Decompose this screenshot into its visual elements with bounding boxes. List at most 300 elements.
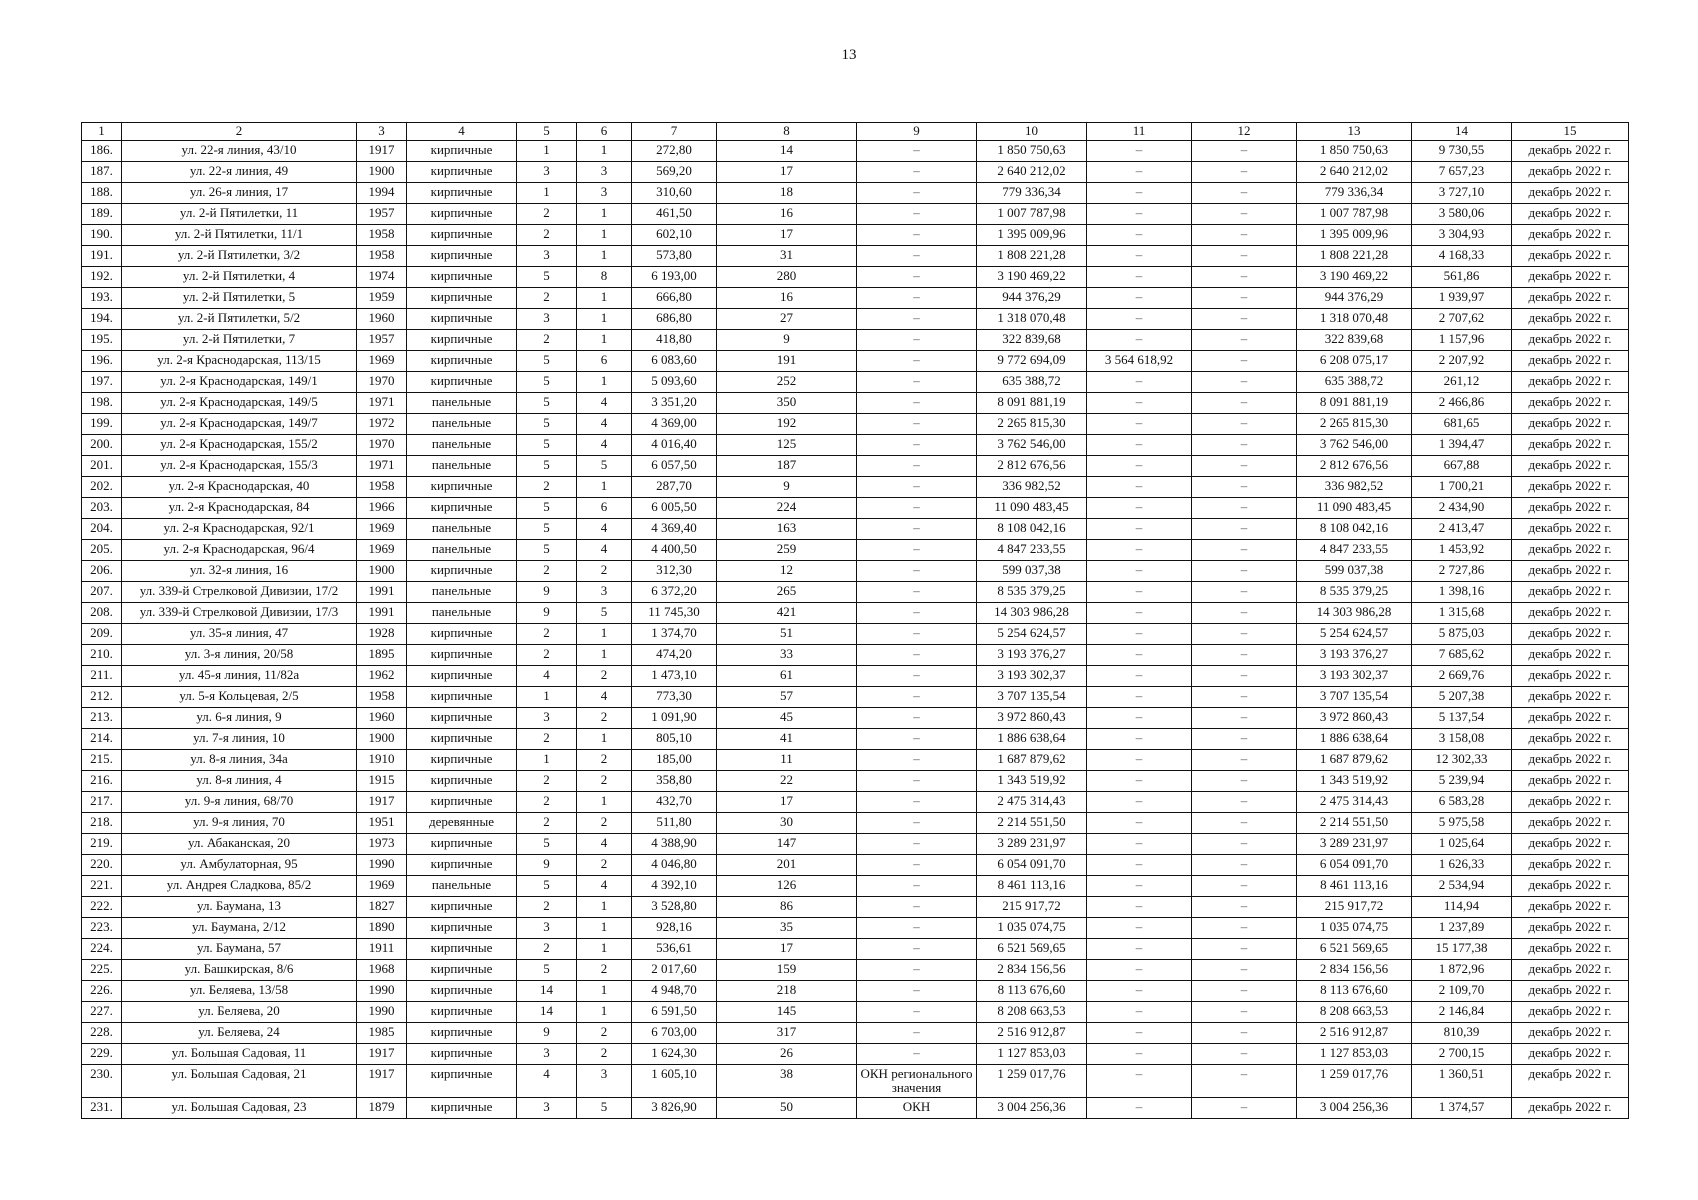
cell-cost-col-12: – — [1192, 750, 1297, 771]
cell-cost-col-13: 1 259 017,76 — [1297, 1065, 1412, 1098]
cell-cost-per-unit: 4 168,33 — [1412, 246, 1512, 267]
cell-cost-col-11: – — [1087, 204, 1192, 225]
cell-cost-col-13: 8 113 676,60 — [1297, 981, 1412, 1002]
cell-wall-material: кирпичные — [407, 288, 517, 309]
cell-build-year: 1973 — [357, 834, 407, 855]
cell-cost-total: 3 193 376,27 — [977, 645, 1087, 666]
cell-status: – — [857, 771, 977, 792]
cell-build-year: 1985 — [357, 1023, 407, 1044]
cell-entrances: 2 — [577, 561, 632, 582]
cell-deadline: декабрь 2022 г. — [1512, 750, 1629, 771]
column-header-15: 15 — [1512, 123, 1629, 141]
cell-address: ул. 2-й Пятилетки, 3/2 — [122, 246, 357, 267]
cell-deadline: декабрь 2022 г. — [1512, 813, 1629, 834]
cell-wall-material: кирпичные — [407, 183, 517, 204]
cell-cost-col-13: 1 395 009,96 — [1297, 225, 1412, 246]
cell-build-year: 1969 — [357, 540, 407, 561]
cell-wall-material: кирпичные — [407, 792, 517, 813]
cell-entrances: 2 — [577, 813, 632, 834]
cell-entrances: 4 — [577, 414, 632, 435]
cell-residents: 17 — [717, 939, 857, 960]
cell-residents: 45 — [717, 708, 857, 729]
cell-status: – — [857, 393, 977, 414]
cell-build-year: 1970 — [357, 435, 407, 456]
cell-residents: 9 — [717, 330, 857, 351]
cell-floors: 2 — [517, 792, 577, 813]
cell-floors: 3 — [517, 162, 577, 183]
cell-address: ул. 32-я линия, 16 — [122, 561, 357, 582]
cell-deadline: декабрь 2022 г. — [1512, 498, 1629, 519]
cell-cost-per-unit: 1 700,21 — [1412, 477, 1512, 498]
cell-wall-material: кирпичные — [407, 162, 517, 183]
cell-build-year: 1827 — [357, 897, 407, 918]
table-row — [82, 1065, 1629, 1098]
cell-deadline: декабрь 2022 г. — [1512, 1098, 1629, 1119]
cell-cost-col-11: – — [1087, 981, 1192, 1002]
cell-build-year: 1959 — [357, 288, 407, 309]
cell-wall-material: кирпичные — [407, 687, 517, 708]
cell-status: – — [857, 897, 977, 918]
cell-address: ул. 9-я линия, 68/70 — [122, 792, 357, 813]
cell-cost-per-unit: 667,88 — [1412, 456, 1512, 477]
table-row — [82, 1044, 1629, 1065]
cell-row-number: 219. — [82, 834, 122, 855]
cell-status: – — [857, 288, 977, 309]
cell-cost-col-12: – — [1192, 960, 1297, 981]
cell-row-number: 188. — [82, 183, 122, 204]
cell-residents: 350 — [717, 393, 857, 414]
cell-area: 418,80 — [632, 330, 717, 351]
column-header-8: 8 — [717, 123, 857, 141]
cell-entrances: 4 — [577, 393, 632, 414]
table-row — [82, 204, 1629, 225]
cell-cost-col-13: 3 193 376,27 — [1297, 645, 1412, 666]
cell-entrances: 2 — [577, 1023, 632, 1044]
cell-wall-material: кирпичные — [407, 960, 517, 981]
cell-residents: 147 — [717, 834, 857, 855]
cell-deadline: декабрь 2022 г. — [1512, 834, 1629, 855]
cell-cost-col-13: 5 254 624,57 — [1297, 624, 1412, 645]
cell-cost-col-12: – — [1192, 918, 1297, 939]
cell-floors: 5 — [517, 876, 577, 897]
cell-wall-material: кирпичные — [407, 1023, 517, 1044]
cell-residents: 12 — [717, 561, 857, 582]
cell-floors: 4 — [517, 666, 577, 687]
cell-deadline: декабрь 2022 г. — [1512, 246, 1629, 267]
cell-cost-total: 3 193 302,37 — [977, 666, 1087, 687]
cell-floors: 2 — [517, 561, 577, 582]
cell-residents: 50 — [717, 1098, 857, 1119]
cell-wall-material: кирпичные — [407, 330, 517, 351]
cell-area: 1 374,70 — [632, 624, 717, 645]
cell-build-year: 1900 — [357, 162, 407, 183]
cell-area: 686,80 — [632, 309, 717, 330]
cell-cost-col-11: – — [1087, 771, 1192, 792]
cell-cost-col-12: – — [1192, 477, 1297, 498]
page-number: 13 — [841, 47, 857, 63]
cell-cost-total: 5 254 624,57 — [977, 624, 1087, 645]
cell-deadline: декабрь 2022 г. — [1512, 1002, 1629, 1023]
cell-wall-material: кирпичные — [407, 561, 517, 582]
cell-floors: 5 — [517, 435, 577, 456]
cell-entrances: 3 — [577, 582, 632, 603]
cell-address: ул. 2-й Пятилетки, 11 — [122, 204, 357, 225]
cell-deadline: декабрь 2022 г. — [1512, 876, 1629, 897]
cell-entrances: 1 — [577, 246, 632, 267]
cell-area: 461,50 — [632, 204, 717, 225]
cell-row-number: 199. — [82, 414, 122, 435]
cell-area: 3 351,20 — [632, 393, 717, 414]
cell-address: ул. 8-я линия, 34а — [122, 750, 357, 771]
cell-floors: 2 — [517, 771, 577, 792]
cell-address: ул. 45-я линия, 11/82а — [122, 666, 357, 687]
cell-floors: 2 — [517, 477, 577, 498]
cell-address: ул. 339-й Стрелковой Дивизии, 17/2 — [122, 582, 357, 603]
cell-deadline: декабрь 2022 г. — [1512, 393, 1629, 414]
cell-address: ул. 2-я Краснодарская, 149/1 — [122, 372, 357, 393]
cell-area: 1 605,10 — [632, 1065, 717, 1098]
table-row — [82, 267, 1629, 288]
cell-cost-col-11: – — [1087, 876, 1192, 897]
cell-floors: 2 — [517, 729, 577, 750]
cell-residents: 201 — [717, 855, 857, 876]
cell-cost-col-13: 779 336,34 — [1297, 183, 1412, 204]
cell-cost-per-unit: 3 304,93 — [1412, 225, 1512, 246]
cell-status: ОКН — [857, 1098, 977, 1119]
cell-address: ул. 5-я Кольцевая, 2/5 — [122, 687, 357, 708]
cell-area: 474,20 — [632, 645, 717, 666]
cell-floors: 3 — [517, 708, 577, 729]
cell-build-year: 1960 — [357, 309, 407, 330]
cell-floors: 2 — [517, 645, 577, 666]
cell-status: – — [857, 729, 977, 750]
cell-cost-col-12: – — [1192, 204, 1297, 225]
cell-cost-col-12: – — [1192, 456, 1297, 477]
table-body — [82, 141, 1629, 1119]
cell-cost-total: 8 091 881,19 — [977, 393, 1087, 414]
cell-residents: 51 — [717, 624, 857, 645]
cell-residents: 57 — [717, 687, 857, 708]
column-header-10: 10 — [977, 123, 1087, 141]
cell-entrances: 5 — [577, 456, 632, 477]
cell-build-year: 1917 — [357, 1065, 407, 1098]
cell-deadline: декабрь 2022 г. — [1512, 330, 1629, 351]
cell-residents: 145 — [717, 1002, 857, 1023]
table-row — [82, 708, 1629, 729]
cell-cost-col-11: – — [1087, 897, 1192, 918]
cell-area: 432,70 — [632, 792, 717, 813]
cell-address: ул. Баумана, 13 — [122, 897, 357, 918]
cell-row-number: 220. — [82, 855, 122, 876]
cell-row-number: 213. — [82, 708, 122, 729]
cell-cost-per-unit: 1 360,51 — [1412, 1065, 1512, 1098]
cell-floors: 14 — [517, 981, 577, 1002]
cell-area: 287,70 — [632, 477, 717, 498]
cell-build-year: 1994 — [357, 183, 407, 204]
cell-cost-per-unit: 1 157,96 — [1412, 330, 1512, 351]
cell-status: – — [857, 267, 977, 288]
cell-floors: 3 — [517, 918, 577, 939]
cell-deadline: декабрь 2022 г. — [1512, 435, 1629, 456]
cell-area: 11 745,30 — [632, 603, 717, 624]
cell-build-year: 1958 — [357, 687, 407, 708]
cell-address: ул. Большая Садовая, 21 — [122, 1065, 357, 1098]
cell-wall-material: кирпичные — [407, 855, 517, 876]
cell-wall-material: панельные — [407, 876, 517, 897]
cell-status: – — [857, 1002, 977, 1023]
cell-cost-col-11: – — [1087, 624, 1192, 645]
cell-cost-per-unit: 261,12 — [1412, 372, 1512, 393]
cell-cost-col-13: 8 461 113,16 — [1297, 876, 1412, 897]
cell-cost-per-unit: 1 453,92 — [1412, 540, 1512, 561]
cell-build-year: 1910 — [357, 750, 407, 771]
cell-address: ул. 22-я линия, 43/10 — [122, 141, 357, 162]
cell-area: 312,30 — [632, 561, 717, 582]
cell-area: 536,61 — [632, 939, 717, 960]
cell-cost-per-unit: 3 158,08 — [1412, 729, 1512, 750]
cell-cost-col-11: – — [1087, 834, 1192, 855]
cell-entrances: 3 — [577, 183, 632, 204]
cell-cost-col-12: – — [1192, 1002, 1297, 1023]
cell-build-year: 1960 — [357, 708, 407, 729]
cell-cost-col-13: 2 475 314,43 — [1297, 792, 1412, 813]
cell-build-year: 1962 — [357, 666, 407, 687]
table-row — [82, 393, 1629, 414]
cell-entrances: 1 — [577, 1002, 632, 1023]
cell-area: 928,16 — [632, 918, 717, 939]
cell-wall-material: кирпичные — [407, 1098, 517, 1119]
cell-floors: 5 — [517, 960, 577, 981]
cell-address: ул. 2-й Пятилетки, 4 — [122, 267, 357, 288]
table-row — [82, 141, 1629, 162]
cell-status: – — [857, 666, 977, 687]
cell-deadline: декабрь 2022 г. — [1512, 687, 1629, 708]
cell-row-number: 223. — [82, 918, 122, 939]
cell-address: ул. 2-й Пятилетки, 5/2 — [122, 309, 357, 330]
cell-entrances: 2 — [577, 666, 632, 687]
cell-area: 805,10 — [632, 729, 717, 750]
cell-cost-col-13: 322 839,68 — [1297, 330, 1412, 351]
cell-cost-per-unit: 2 146,84 — [1412, 1002, 1512, 1023]
cell-residents: 38 — [717, 1065, 857, 1098]
cell-cost-col-12: – — [1192, 708, 1297, 729]
cell-cost-col-11: – — [1087, 225, 1192, 246]
cell-row-number: 201. — [82, 456, 122, 477]
cell-cost-total: 8 535 379,25 — [977, 582, 1087, 603]
cell-row-number: 203. — [82, 498, 122, 519]
cell-build-year: 1911 — [357, 939, 407, 960]
cell-floors: 1 — [517, 183, 577, 204]
cell-cost-col-11: – — [1087, 1023, 1192, 1044]
cell-cost-col-13: 2 214 551,50 — [1297, 813, 1412, 834]
cell-build-year: 1928 — [357, 624, 407, 645]
cell-row-number: 231. — [82, 1098, 122, 1119]
cell-wall-material: кирпичные — [407, 939, 517, 960]
cell-row-number: 190. — [82, 225, 122, 246]
cell-row-number: 222. — [82, 897, 122, 918]
cell-wall-material: кирпичные — [407, 204, 517, 225]
cell-residents: 259 — [717, 540, 857, 561]
cell-cost-per-unit: 2 466,86 — [1412, 393, 1512, 414]
cell-deadline: декабрь 2022 г. — [1512, 519, 1629, 540]
cell-cost-total: 3 289 231,97 — [977, 834, 1087, 855]
cell-residents: 159 — [717, 960, 857, 981]
cell-deadline: декабрь 2022 г. — [1512, 414, 1629, 435]
cell-row-number: 205. — [82, 540, 122, 561]
cell-cost-col-12: – — [1192, 393, 1297, 414]
cell-area: 6 083,60 — [632, 351, 717, 372]
cell-cost-total: 1 343 519,92 — [977, 771, 1087, 792]
cell-wall-material: деревянные — [407, 813, 517, 834]
cell-area: 4 388,90 — [632, 834, 717, 855]
cell-cost-col-13: 1 318 070,48 — [1297, 309, 1412, 330]
housing-registry-table — [81, 122, 1629, 1119]
cell-entrances: 4 — [577, 435, 632, 456]
cell-cost-col-11: – — [1087, 960, 1192, 981]
cell-cost-total: 779 336,34 — [977, 183, 1087, 204]
cell-residents: 317 — [717, 1023, 857, 1044]
cell-cost-col-11: – — [1087, 792, 1192, 813]
table-row — [82, 225, 1629, 246]
cell-cost-per-unit: 6 583,28 — [1412, 792, 1512, 813]
cell-build-year: 1890 — [357, 918, 407, 939]
cell-status: – — [857, 687, 977, 708]
cell-address: ул. 2-я Краснодарская, 40 — [122, 477, 357, 498]
cell-deadline: декабрь 2022 г. — [1512, 183, 1629, 204]
cell-area: 602,10 — [632, 225, 717, 246]
cell-wall-material: панельные — [407, 540, 517, 561]
cell-cost-col-11: – — [1087, 267, 1192, 288]
cell-entrances: 5 — [577, 1098, 632, 1119]
cell-deadline: декабрь 2022 г. — [1512, 855, 1629, 876]
column-header-12: 12 — [1192, 123, 1297, 141]
cell-cost-col-11: – — [1087, 708, 1192, 729]
cell-floors: 9 — [517, 1023, 577, 1044]
cell-area: 4 046,80 — [632, 855, 717, 876]
cell-residents: 192 — [717, 414, 857, 435]
cell-residents: 30 — [717, 813, 857, 834]
cell-floors: 1 — [517, 750, 577, 771]
cell-floors: 2 — [517, 624, 577, 645]
table-row — [82, 330, 1629, 351]
cell-cost-col-11: 3 564 618,92 — [1087, 351, 1192, 372]
cell-cost-col-12: – — [1192, 1065, 1297, 1098]
cell-status: – — [857, 1023, 977, 1044]
cell-floors: 2 — [517, 288, 577, 309]
cell-cost-col-12: – — [1192, 1098, 1297, 1119]
cell-status: – — [857, 561, 977, 582]
cell-status: – — [857, 1044, 977, 1065]
cell-cost-col-13: 6 208 075,17 — [1297, 351, 1412, 372]
cell-wall-material: кирпичные — [407, 750, 517, 771]
cell-build-year: 1971 — [357, 393, 407, 414]
cell-cost-col-11: – — [1087, 246, 1192, 267]
cell-residents: 16 — [717, 288, 857, 309]
cell-row-number: 202. — [82, 477, 122, 498]
cell-row-number: 186. — [82, 141, 122, 162]
cell-wall-material: кирпичные — [407, 141, 517, 162]
cell-cost-col-13: 1 343 519,92 — [1297, 771, 1412, 792]
table-row — [82, 414, 1629, 435]
cell-cost-col-11: – — [1087, 414, 1192, 435]
cell-entrances: 5 — [577, 603, 632, 624]
table-row — [82, 372, 1629, 393]
cell-address: ул. 9-я линия, 70 — [122, 813, 357, 834]
cell-row-number: 217. — [82, 792, 122, 813]
cell-build-year: 1957 — [357, 330, 407, 351]
cell-deadline: декабрь 2022 г. — [1512, 267, 1629, 288]
table-row — [82, 645, 1629, 666]
cell-address: ул. 2-я Краснодарская, 92/1 — [122, 519, 357, 540]
cell-cost-col-12: – — [1192, 855, 1297, 876]
cell-cost-per-unit: 1 398,16 — [1412, 582, 1512, 603]
cell-status: – — [857, 540, 977, 561]
cell-wall-material: кирпичные — [407, 246, 517, 267]
cell-wall-material: кирпичные — [407, 666, 517, 687]
cell-residents: 35 — [717, 918, 857, 939]
cell-floors: 2 — [517, 204, 577, 225]
cell-cost-total: 3 004 256,36 — [977, 1098, 1087, 1119]
cell-entrances: 1 — [577, 939, 632, 960]
cell-cost-col-12: – — [1192, 246, 1297, 267]
cell-residents: 31 — [717, 246, 857, 267]
column-header-5: 5 — [517, 123, 577, 141]
cell-residents: 191 — [717, 351, 857, 372]
cell-area: 4 400,50 — [632, 540, 717, 561]
cell-row-number: 195. — [82, 330, 122, 351]
cell-cost-col-11: – — [1087, 939, 1192, 960]
cell-cost-per-unit: 1 626,33 — [1412, 855, 1512, 876]
cell-row-number: 218. — [82, 813, 122, 834]
cell-cost-total: 1 035 074,75 — [977, 918, 1087, 939]
cell-wall-material: панельные — [407, 603, 517, 624]
cell-cost-total: 215 917,72 — [977, 897, 1087, 918]
cell-entrances: 1 — [577, 792, 632, 813]
table-row — [82, 162, 1629, 183]
cell-cost-col-13: 3 004 256,36 — [1297, 1098, 1412, 1119]
cell-area: 6 703,00 — [632, 1023, 717, 1044]
cell-cost-col-12: – — [1192, 351, 1297, 372]
cell-cost-col-13: 3 707 135,54 — [1297, 687, 1412, 708]
cell-residents: 86 — [717, 897, 857, 918]
cell-deadline: декабрь 2022 г. — [1512, 582, 1629, 603]
cell-cost-col-13: 4 847 233,55 — [1297, 540, 1412, 561]
cell-status: – — [857, 939, 977, 960]
table-row — [82, 624, 1629, 645]
cell-deadline: декабрь 2022 г. — [1512, 309, 1629, 330]
cell-cost-col-12: – — [1192, 792, 1297, 813]
cell-cost-total: 9 772 694,09 — [977, 351, 1087, 372]
cell-cost-total: 599 037,38 — [977, 561, 1087, 582]
cell-row-number: 209. — [82, 624, 122, 645]
cell-cost-col-13: 1 035 074,75 — [1297, 918, 1412, 939]
cell-cost-per-unit: 2 700,15 — [1412, 1044, 1512, 1065]
cell-area: 3 826,90 — [632, 1098, 717, 1119]
cell-deadline: декабрь 2022 г. — [1512, 939, 1629, 960]
cell-cost-col-12: – — [1192, 1023, 1297, 1044]
cell-status: – — [857, 834, 977, 855]
cell-wall-material: панельные — [407, 435, 517, 456]
table-row — [82, 939, 1629, 960]
cell-build-year: 1895 — [357, 645, 407, 666]
cell-wall-material: кирпичные — [407, 771, 517, 792]
table-row — [82, 981, 1629, 1002]
cell-cost-col-11: – — [1087, 666, 1192, 687]
cell-wall-material: панельные — [407, 393, 517, 414]
cell-cost-per-unit: 7 685,62 — [1412, 645, 1512, 666]
cell-cost-col-12: – — [1192, 162, 1297, 183]
cell-cost-col-13: 8 091 881,19 — [1297, 393, 1412, 414]
